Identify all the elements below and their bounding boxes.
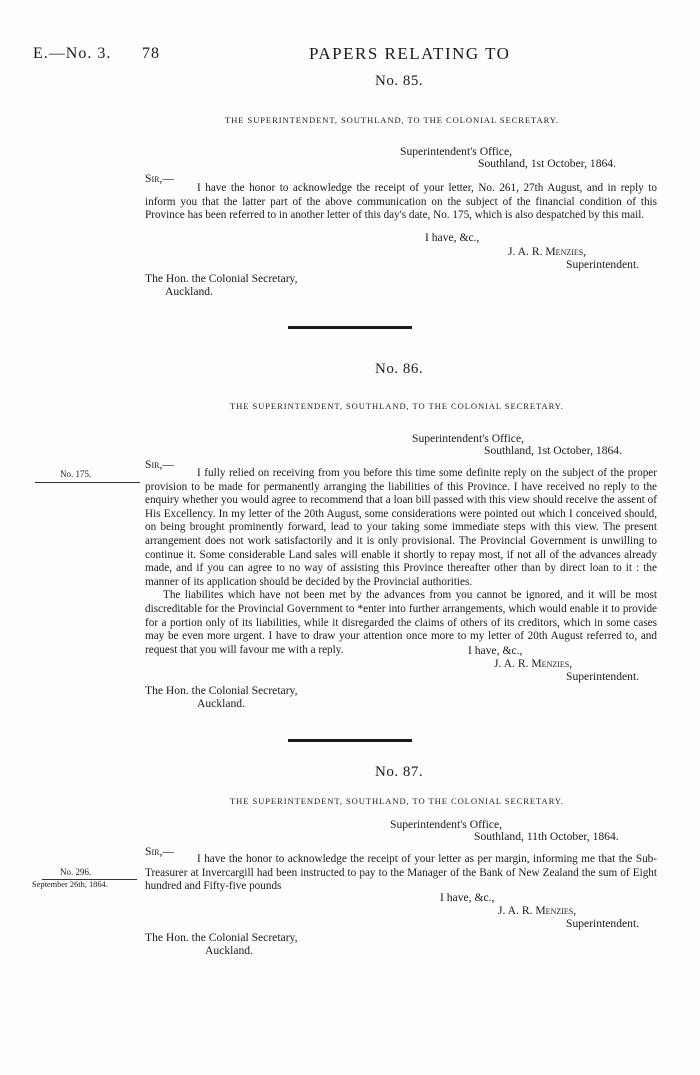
paragraph: I have the honor to acknowledge the receipt of your letter as per margin, informing me that the Sub-Treasurer at Invercargill had been instructed to pay to the Manager of the Bank of New Zealand the sum of Eight hundred and Fifty-five pounds bbox=[145, 853, 657, 893]
section-divider bbox=[288, 326, 412, 329]
place-date: Southland, 1st October, 1864. bbox=[484, 444, 623, 457]
signatory-title: Superintendent. bbox=[566, 258, 640, 271]
closing: I have, &c., bbox=[425, 231, 480, 244]
letter-heading: THE SUPERINTENDENT, SOUTHLAND, TO THE COLONIAL SECRETARY. bbox=[230, 401, 564, 411]
addressee-place: Auckland. bbox=[205, 944, 253, 957]
place-date: Southland, 1st October, 1864. bbox=[478, 157, 617, 170]
addressee: The Hon. the Colonial Secretary, bbox=[145, 931, 298, 944]
signatory-title: Superintendent. bbox=[566, 670, 640, 683]
sender-office: Superintendent's Office, bbox=[412, 432, 524, 445]
page-title: PAPERS RELATING TO bbox=[309, 44, 511, 63]
margin-note: No. 296. bbox=[60, 867, 92, 877]
letter-body bbox=[145, 853, 657, 894]
signature: J. A. R. Menzies, bbox=[498, 904, 577, 917]
margin-rule bbox=[35, 482, 140, 483]
letter-number: No. 87. bbox=[375, 764, 424, 780]
salutation: Sir,— bbox=[145, 172, 174, 185]
paragraph: I have the honor to acknowledge the receipt of your letter, No. 261, 27th August, and in reply to inform you that the latter part of the above communication on the subject of the financial condition of this Province has been referred to in another letter of this day's date, No. 175, which is also despatched by this mail. bbox=[145, 182, 657, 222]
signature: J. A. R. Menzies, bbox=[494, 657, 573, 670]
salutation: Sir,— bbox=[145, 845, 174, 858]
addressee: The Hon. the Colonial Secretary, bbox=[145, 272, 298, 285]
addressee: The Hon. the Colonial Secretary, bbox=[145, 684, 298, 697]
place-date: Southland, 11th October, 1864. bbox=[474, 830, 619, 843]
letter-body bbox=[145, 182, 657, 223]
page-number: 78 bbox=[142, 45, 160, 62]
closing: I have, &c., bbox=[440, 891, 495, 904]
sender-office: Superintendent's Office, bbox=[400, 145, 512, 158]
paragraph: The liabilites which have not been met by the advances from you cannot be ignored, and it will be most discreditable for the Provincial Government to *enter into further arrangements, which would enable it to provide for a portion only of its liabilities, while it disregarded the claims of others of its creditors, which in some cases may be even more urgent. I have to draw your attention once more to my letter of 20th August referred to, and request that you will favour me with a reply. bbox=[145, 589, 657, 656]
series-number: E.—No. 3. bbox=[33, 45, 112, 62]
margin-note-date: September 26th, 1864. bbox=[32, 880, 108, 889]
margin-note: No. 175. bbox=[60, 469, 92, 479]
letter-body bbox=[145, 467, 657, 657]
signatory-title: Superintendent. bbox=[566, 917, 640, 930]
section-divider bbox=[288, 739, 412, 742]
closing: I have, &c., bbox=[468, 644, 523, 657]
letter-heading: THE SUPERINTENDENT, SOUTHLAND, TO THE COLONIAL SECRETARY. bbox=[230, 796, 564, 806]
letter-number: No. 85. bbox=[375, 73, 424, 89]
addressee-place: Auckland. bbox=[165, 285, 213, 298]
sender-office: Superintendent's Office, bbox=[390, 818, 502, 831]
letter-number: No. 86. bbox=[375, 361, 424, 377]
signature: J. A. R. Menzies, bbox=[508, 245, 587, 258]
letter-heading: THE SUPERINTENDENT, SOUTHLAND, TO THE COLONIAL SECRETARY. bbox=[225, 115, 559, 125]
paragraph: I fully relied on receiving from you before this time some definite reply on the subject of the proper provision to be made for permanently arranging the liabilities of this Province. I have received no reply to the enquiry whether you would agree to recommend that a loan bill passed with this view should receive the assent of His Excellency. In my letter of the 20th August, some considerations were pointed out which I conceived should, on being brought prominently forward, lead to your taking some immediate steps with this view. The present arrangement does not work satisfactorily and it is only provisional. The Provincial Government is unwilling to continue it. Some considerable Land sales will enable it shortly to repay most, if not all of the advances already made, and if you can agree to no way of assisting this Province thereafter other than by direct loan to it : the manner of its application should be decided by the Provincial authorities. bbox=[145, 467, 657, 588]
salutation: Sir,— bbox=[145, 458, 174, 471]
addressee-place: Auckland. bbox=[197, 697, 245, 710]
